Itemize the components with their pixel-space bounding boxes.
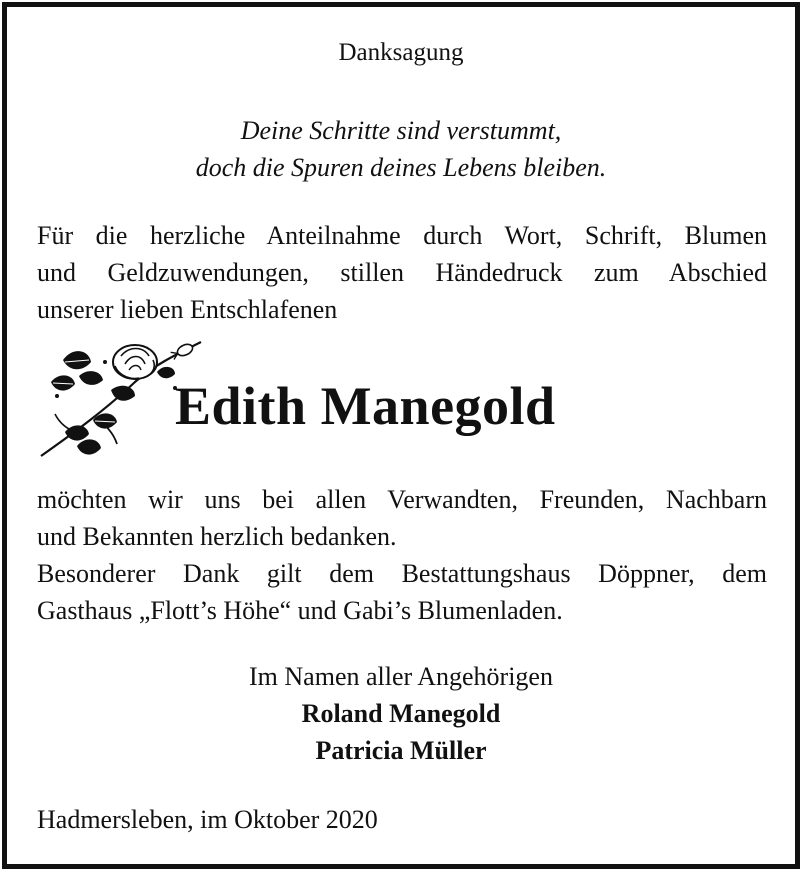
thanks-line: und Bekannten herzlich bedanken. [37,522,397,551]
verse-line: Deine Schritte sind verstummt, [240,116,562,145]
intro-line: und Geldzuwendungen, stillen Händedruck zum Abschied [37,258,767,287]
intro-paragraph [37,217,767,328]
signature-name: Roland Manegold [301,699,501,728]
thanks-line: Besonderer Dank gilt dem Bestattungshaus Döppner, dem [37,559,767,588]
verse-line: doch die Spuren deines Lebens bleiben. [195,153,607,182]
intro-line: unserer lieben Entschlafenen [37,295,338,324]
obituary-frame [2,2,800,869]
signature-intro: Im Namen aller Angehörigen [249,662,553,691]
deceased-name: Edith Manegold [175,376,556,436]
thanks-line: Gasthaus „Flott’s Höhe“ und Gabi’s Blumenladen. [37,596,563,625]
signature-block [7,658,795,769]
thanks-line: möchten wir uns bei allen Verwandten, Freunden, Nachbarn [37,485,767,514]
intro-line: Für die herzliche Anteilnahme durch Wort, Schrift, Blumen [37,221,767,250]
thanks-paragraph [37,481,767,629]
place-date: Hadmersleben, im Oktober 2020 [37,805,378,834]
heading: Danksagung [338,39,464,66]
signature-name: Patricia Müller [315,736,487,765]
verse [7,112,795,186]
